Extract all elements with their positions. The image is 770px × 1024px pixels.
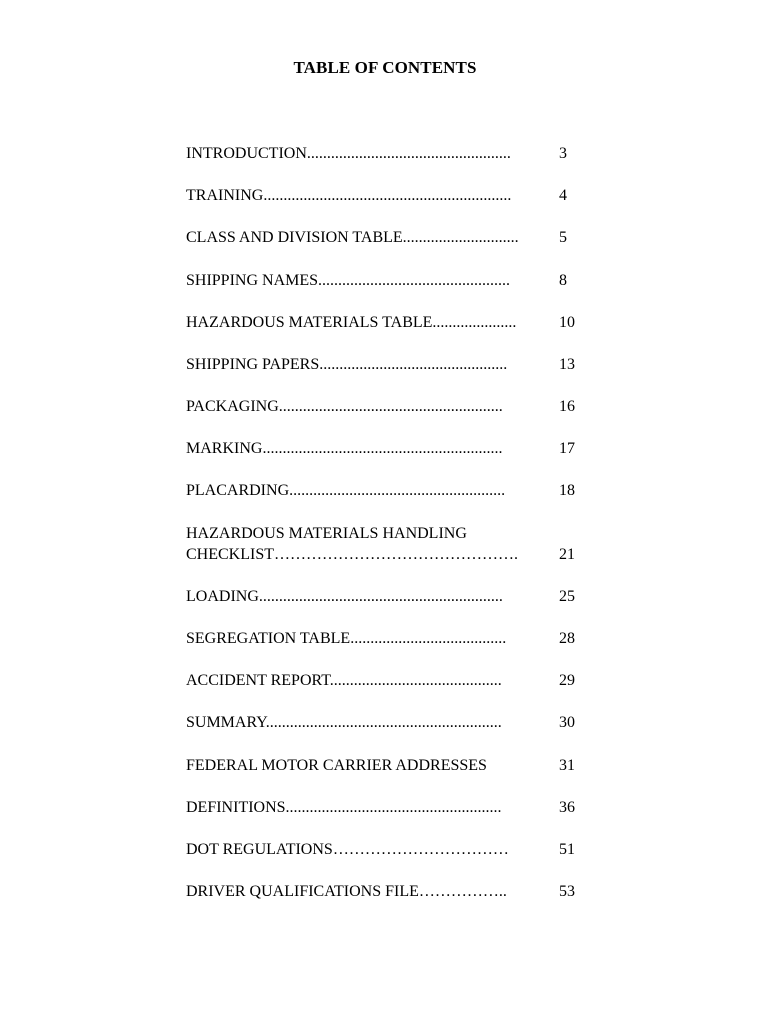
toc-entry-placarding[interactable] bbox=[186, 480, 586, 502]
toc-entry-handling-checklist[interactable] bbox=[186, 544, 586, 566]
toc-entry-page-number: 17 bbox=[559, 440, 575, 457]
toc-entry-page-number: 25 bbox=[559, 588, 575, 605]
toc-entry-introduction[interactable] bbox=[186, 143, 586, 165]
toc-entry-page-number: 3 bbox=[559, 145, 567, 162]
toc-entry-hazardous-materials-table[interactable] bbox=[186, 312, 586, 334]
toc-entry-page-number: 16 bbox=[559, 398, 575, 415]
toc-entry-page-number: 51 bbox=[559, 841, 575, 858]
toc-entry-label: DEFINITIONS...................................................... bbox=[186, 799, 502, 816]
toc-entry-page-number: 29 bbox=[559, 672, 575, 689]
toc-entry-federal-motor-carrier-addresses[interactable] bbox=[186, 755, 586, 777]
toc-entry-page-number: 5 bbox=[559, 229, 567, 246]
toc-entry-label: SUMMARY........................................................... bbox=[186, 714, 502, 731]
toc-entry-class-and-division-table[interactable] bbox=[186, 227, 586, 249]
toc-entry-label-line-2: CHECKLIST………………………………………. bbox=[186, 546, 518, 563]
toc-entry-packaging[interactable] bbox=[186, 396, 586, 418]
toc-entry-segregation-table[interactable] bbox=[186, 628, 586, 650]
toc-entry-label: FEDERAL MOTOR CARRIER ADDRESSES bbox=[186, 757, 487, 774]
toc-entry-page-number: 13 bbox=[559, 356, 575, 373]
page-title: TABLE OF CONTENTS bbox=[293, 58, 477, 77]
toc-entry-definitions[interactable] bbox=[186, 797, 586, 819]
toc-entry-page-number: 30 bbox=[559, 714, 575, 731]
toc-entry-label: PACKAGING........................................................ bbox=[186, 398, 503, 415]
toc-entry-label: SHIPPING PAPERS............................................... bbox=[186, 356, 508, 373]
toc-entry-accident-report[interactable] bbox=[186, 670, 586, 692]
toc-entry-label: SHIPPING NAMES................................................ bbox=[186, 272, 511, 289]
toc-entry-summary[interactable] bbox=[186, 712, 586, 734]
toc-entry-label-line-1: HAZARDOUS MATERIALS HANDLING bbox=[186, 525, 467, 542]
toc-entry-label: DRIVER QUALIFICATIONS FILE…………….. bbox=[186, 883, 507, 900]
toc-entry-page-number: 36 bbox=[559, 799, 575, 816]
toc-entry-label: CLASS AND DIVISION TABLE............................. bbox=[186, 229, 519, 246]
toc-entry-label: MARKING............................................................ bbox=[186, 440, 503, 457]
toc-entry-label: TRAINING.............................................................. bbox=[186, 187, 512, 204]
toc-entry-training[interactable] bbox=[186, 185, 586, 207]
toc-entry-page-number: 10 bbox=[559, 314, 575, 331]
toc-entry-label: INTRODUCTION................................................... bbox=[186, 145, 511, 162]
toc-entry-page-number: 53 bbox=[559, 883, 575, 900]
toc-entry-marking[interactable] bbox=[186, 438, 586, 460]
toc-entry-page-number: 28 bbox=[559, 630, 575, 647]
toc-entry-page-number: 8 bbox=[559, 272, 567, 289]
toc-entry-driver-qualifications-file[interactable] bbox=[186, 881, 586, 903]
toc-entry-page-number: 31 bbox=[559, 757, 575, 774]
toc-entry-loading[interactable] bbox=[186, 586, 586, 608]
toc-entry-page-number: 18 bbox=[559, 482, 575, 499]
toc-entry-shipping-names[interactable] bbox=[186, 270, 586, 292]
toc-entry-page-number: 4 bbox=[559, 187, 567, 204]
toc-entry-shipping-papers[interactable] bbox=[186, 354, 586, 376]
toc-entry-page-number: 21 bbox=[559, 546, 575, 563]
toc-entry-label: LOADING............................................................. bbox=[186, 588, 503, 605]
toc-entry-label: DOT REGULATIONS…………………………… bbox=[186, 841, 509, 858]
toc-entry-label: SEGREGATION TABLE....................................... bbox=[186, 630, 507, 647]
toc-entry-label: HAZARDOUS MATERIALS TABLE..................... bbox=[186, 314, 517, 331]
toc-entry-label: PLACARDING...................................................... bbox=[186, 482, 506, 499]
toc-entry-dot-regulations[interactable] bbox=[186, 839, 586, 861]
toc-entry-label: ACCIDENT REPORT........................................... bbox=[186, 672, 502, 689]
